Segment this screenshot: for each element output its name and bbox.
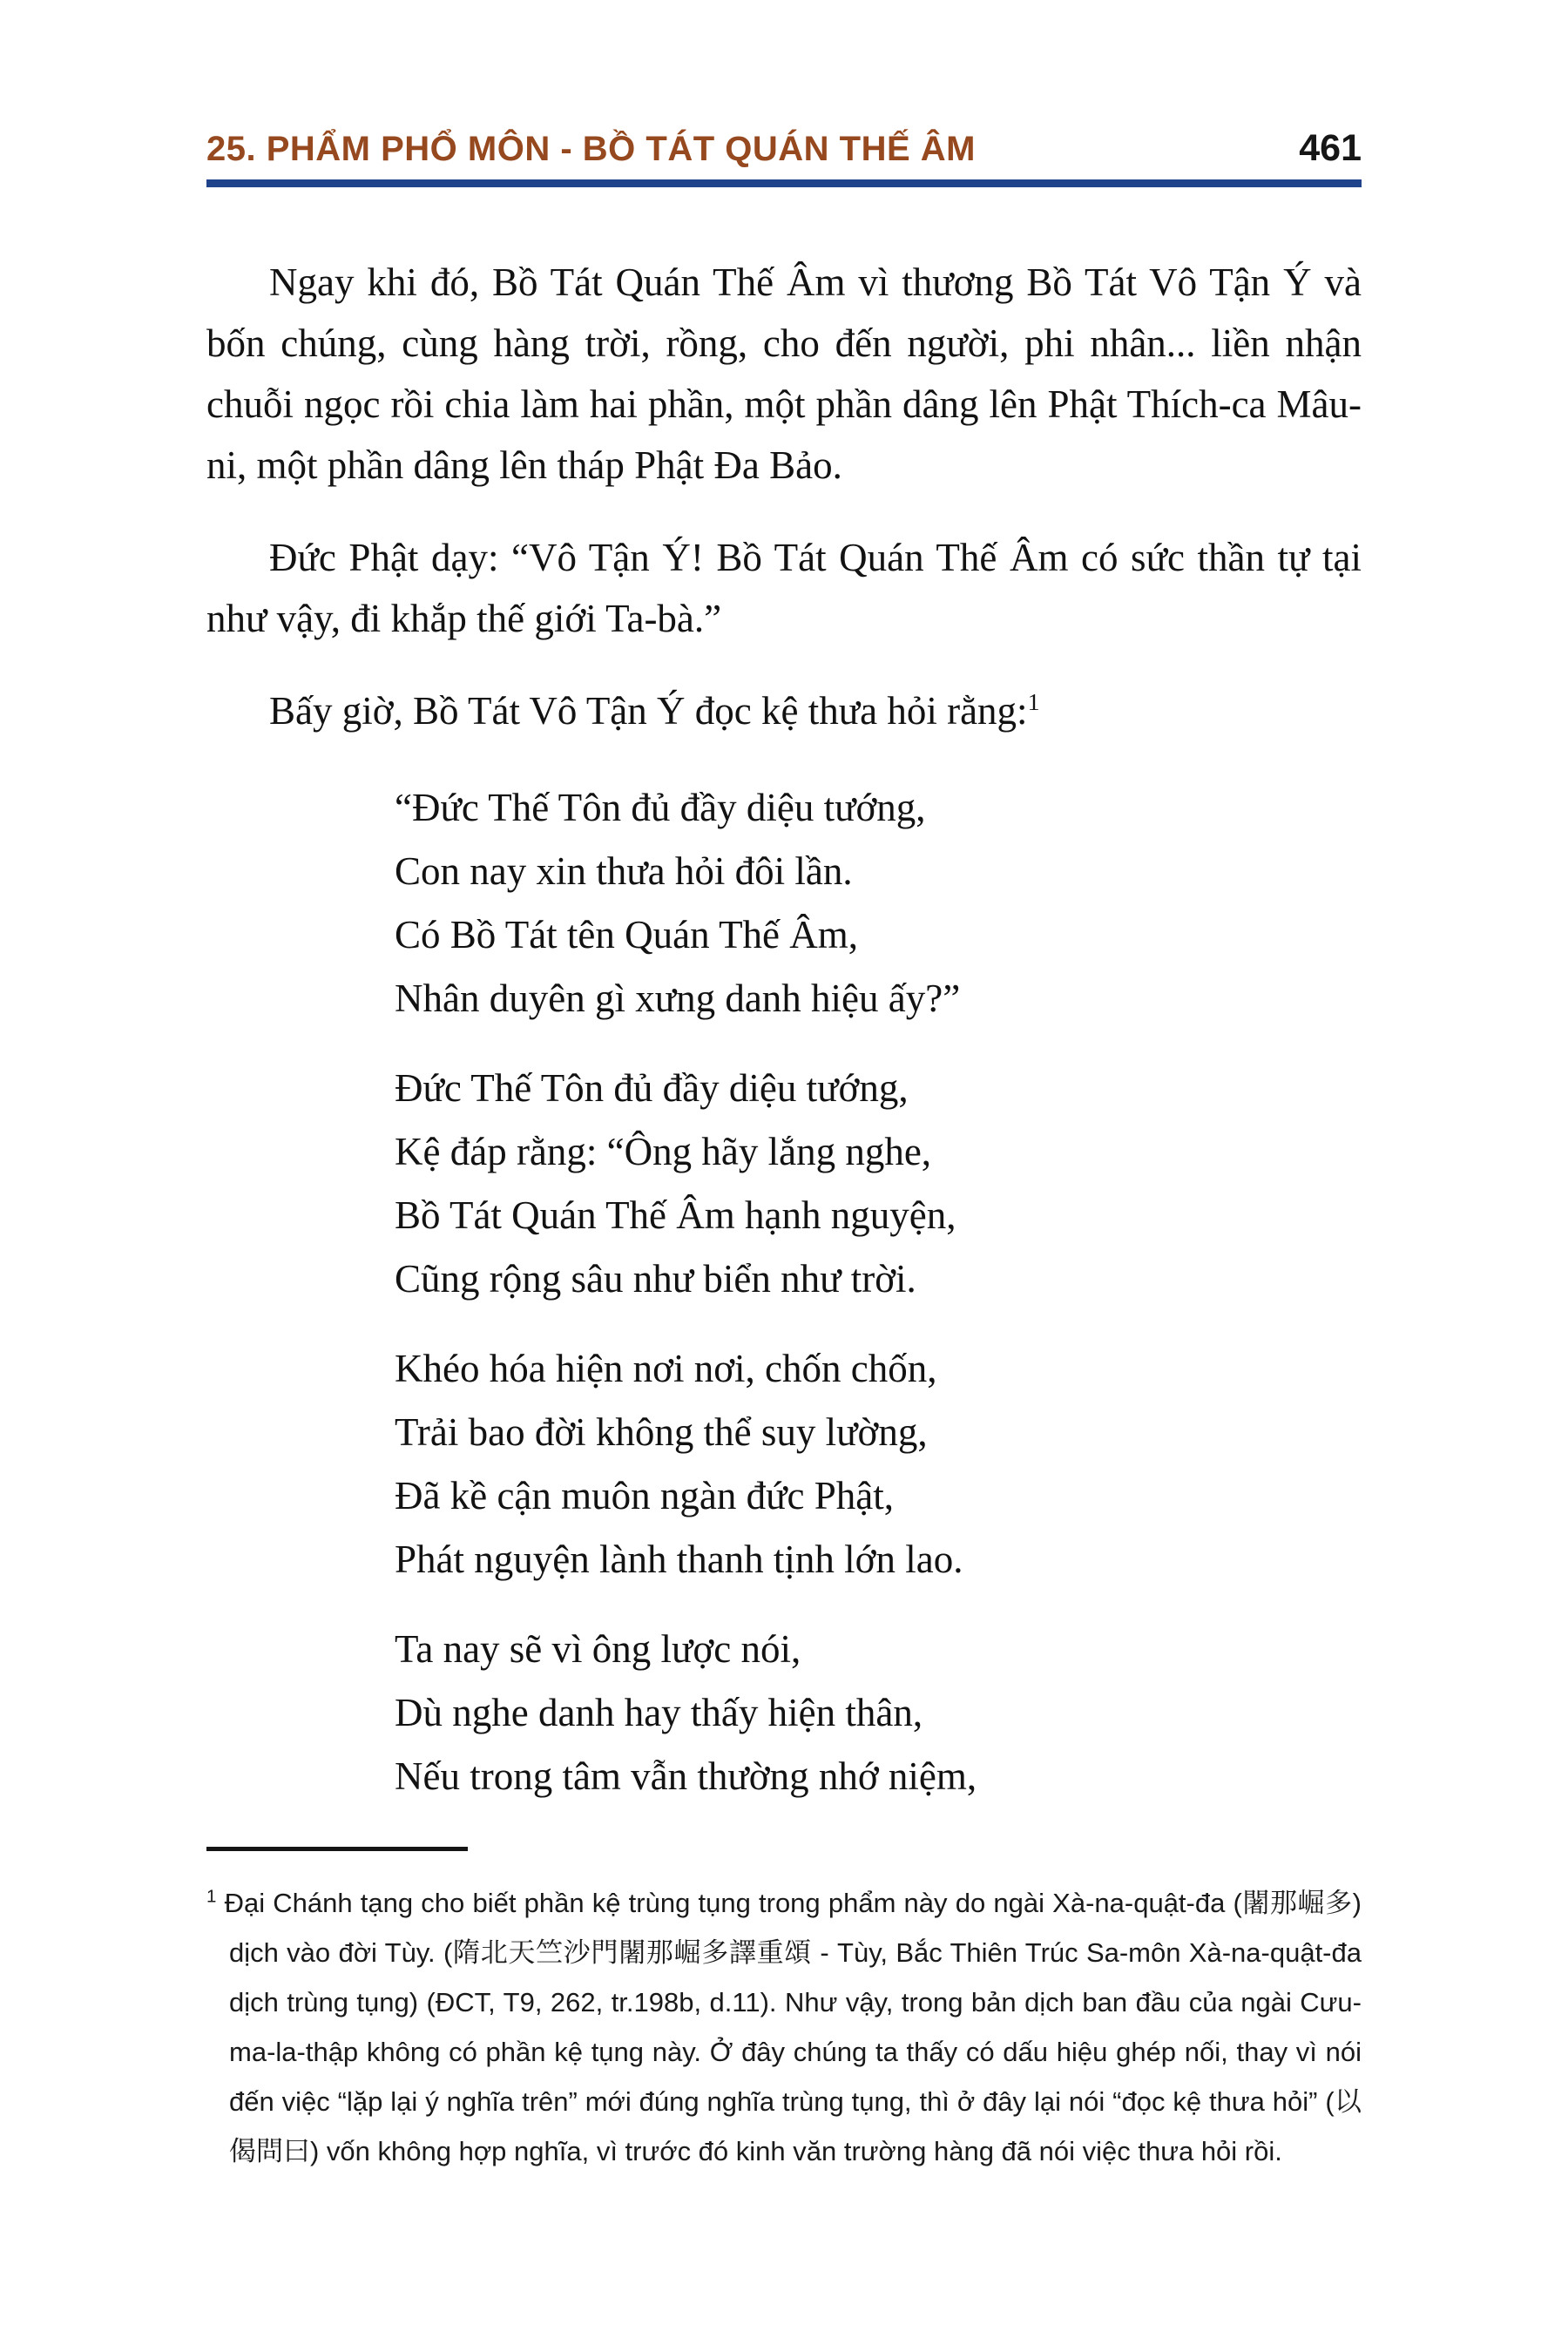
footnote-text: Đại Chánh tạng cho biết phần kệ trùng tụng trong phẩm này do ngài Xà-na-quật-đa (闍那崛多) dịch vào đời Tùy. (隋北天竺沙門闍那崛多譯重頌 - Tùy, Bắc Thiên Trúc Sa-môn Xà-na-quật-đa dịch trùng tụng) (ĐCT, T9, 262, tr.198b, d.11). Như vậy, trong bản dịch ban đầu của ngài Cưu-ma-la-thập không có phần kệ tụng này. Ở đây chúng ta thấy có dấu hiệu ghép nối, thay vì nói đến việc “lặp lại ý nghĩa trên” mới đúng nghĩa trùng tụng, thì ở đây lại nói “đọc kệ thưa hỏi” (以偈問曰) vốn không hợp nghĩa, vì trước đó kinh văn trường hàng đã nói việc thưa hỏi rồi. (224, 1888, 1362, 2167)
verse-line: Trải bao đời không thể suy lường, (395, 1410, 928, 1455)
verse-line: “Đức Thế Tôn đủ đầy diệu tướng, (395, 786, 926, 830)
page-content (206, 129, 1362, 2203)
footnote-reference: 1 (1027, 689, 1040, 717)
page-number: 461 (1299, 127, 1362, 169)
body-text (206, 252, 1362, 2176)
running-header (206, 129, 1362, 168)
paragraph (206, 680, 1362, 741)
verse-line: Nhân duyên gì xưng danh hiệu ấy?” (395, 977, 961, 1021)
header-rule-line (206, 179, 1362, 187)
verse-section (206, 776, 1362, 1808)
verse-line: Cũng rộng sâu như biển như trời. (395, 1257, 916, 1301)
verse-line: Dù nghe danh hay thấy hiện thân, (395, 1691, 923, 1735)
footnote (206, 1878, 1362, 2176)
verse-line: Đức Thế Tôn đủ đầy diệu tướng, (395, 1066, 909, 1111)
verse-line: Khéo hóa hiện nơi nơi, chốn chốn, (395, 1347, 937, 1391)
paragraph (206, 252, 1362, 496)
verse-line: Có Bồ Tát tên Quán Thế Âm, (395, 913, 859, 957)
paragraph-text: Bấy giờ, Bồ Tát Vô Tận Ý đọc kệ thưa hỏi rằng: (269, 689, 1028, 733)
verse-line: Kệ đáp rằng: “Ông hãy lắng nghe, (395, 1130, 932, 1174)
chapter-title: 25. PHẨM PHỔ MÔN - BỒ TÁT QUÁN THẾ ÂM (206, 130, 976, 169)
paragraph-text: Đức Phật dạy: “Vô Tận Ý! Bồ Tát Quán Thế Âm có sức thần tự tại như vậy, đi khắp thế giới Ta-bà.” (206, 536, 1362, 641)
stanza (395, 776, 1362, 1031)
footnote-marker: 1 (206, 1886, 217, 1907)
verse-line: Nếu trong tâm vẫn thường nhớ niệm, (395, 1754, 977, 1799)
stanza (395, 1618, 1362, 1808)
stanza (395, 1337, 1362, 1592)
verse-line: Đã kề cận muôn ngàn đức Phật, (395, 1474, 894, 1518)
footnote-separator-line (206, 1847, 468, 1851)
paragraph-text: Ngay khi đó, Bồ Tát Quán Thế Âm vì thương Bồ Tát Vô Tận Ý và bốn chúng, cùng hàng trời, rồng, cho đến người, phi nhân... liền nhận chuỗi ngọc rồi chia làm hai phần, một phần dâng lên Phật Thích-ca Mâu-ni, một phần dâng lên tháp Phật Đa Bảo. (206, 260, 1362, 488)
paragraph (206, 527, 1362, 649)
stanza (395, 1057, 1362, 1311)
verse-line: Ta nay sẽ vì ông lược nói, (395, 1627, 801, 1672)
verse-line: Bồ Tát Quán Thế Âm hạnh nguyện, (395, 1193, 956, 1238)
verse-line: Phát nguyện lành thanh tịnh lớn lao. (395, 1538, 963, 1582)
verse-line: Con nay xin thưa hỏi đôi lần. (395, 849, 853, 894)
